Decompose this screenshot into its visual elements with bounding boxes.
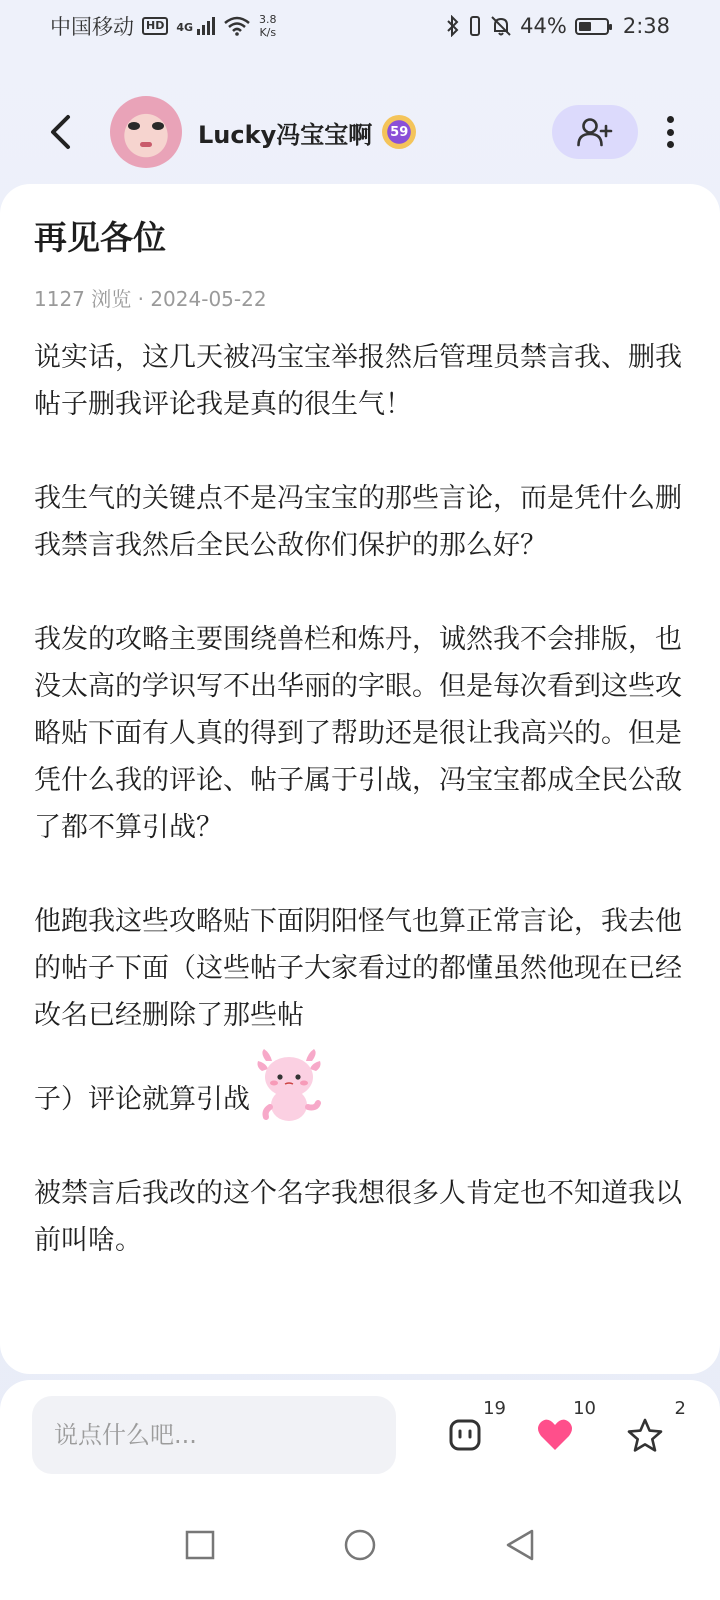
hd-icon: HD xyxy=(142,17,168,35)
net-speed-value: 3.8 xyxy=(259,13,277,26)
clock: 2:38 xyxy=(622,14,670,38)
post-paragraph-2: 我生气的关键点不是冯宝宝的那些言论，而是凭什么删我禁言我然后全民公敌你们保护的那么好？ xyxy=(34,483,682,561)
back-button[interactable] xyxy=(40,112,80,152)
bluetooth-icon xyxy=(446,15,460,37)
mute-bell-icon xyxy=(490,15,512,37)
triangle-back-icon xyxy=(505,1528,535,1562)
post-paragraph-6: 被禁言后我改的这个名字我想很多人肯定也不知道我以前叫啥。 xyxy=(34,1178,682,1256)
post-header xyxy=(0,88,720,176)
signal-icon xyxy=(197,17,215,35)
post-paragraph-1: 说实话，这几天被冯宝宝举报然后管理员禁言我、删我帖子删我评论我是真的很生气！ xyxy=(34,342,682,420)
wifi-icon xyxy=(223,16,251,36)
status-left xyxy=(50,11,277,41)
battery-percent: 44% xyxy=(520,14,567,38)
comment-input[interactable] xyxy=(32,1396,396,1474)
battery-icon xyxy=(575,18,609,35)
square-icon xyxy=(185,1530,215,1560)
vibrate-icon xyxy=(468,15,482,37)
comment-icon xyxy=(448,1418,482,1452)
action-bar xyxy=(0,1380,720,1490)
post-body xyxy=(34,334,686,1264)
more-options-icon[interactable] xyxy=(660,112,680,152)
author-name[interactable]: Lucky冯宝宝啊 xyxy=(198,120,373,149)
back-nav-button[interactable] xyxy=(500,1525,540,1565)
carrier-label: 中国移动 xyxy=(50,15,134,39)
favorite-count: 2 xyxy=(674,1398,686,1419)
favorite-button[interactable] xyxy=(622,1398,686,1458)
system-nav-bar xyxy=(0,1490,720,1600)
post-title: 再见各位 xyxy=(34,218,166,257)
net-speed xyxy=(259,13,277,39)
comment-count: 19 xyxy=(483,1398,506,1419)
post-paragraph-3: 我发的攻略主要围绕兽栏和炼丹，诚然我不会排版，也没太高的学识写不出华丽的字眼。但是每次看到这些攻略贴下面有人真的得到了帮助还是很让我高兴的。但是凭什么我的评论、帖子属于引战，冯宝宝都成全民公敌了都不算引战？ xyxy=(34,624,682,843)
axolotl-sticker-icon xyxy=(256,1047,322,1123)
post-card xyxy=(0,184,720,1374)
post-paragraph-5: 子）评论就算引战 xyxy=(34,1084,250,1115)
status-right xyxy=(446,14,670,38)
status-bar xyxy=(0,0,720,52)
level-badge: 59 xyxy=(382,115,416,149)
heart-icon xyxy=(536,1418,574,1452)
like-button[interactable] xyxy=(532,1398,596,1458)
avatar[interactable] xyxy=(110,96,182,168)
add-user-icon xyxy=(577,117,613,147)
chevron-left-icon xyxy=(48,114,72,150)
home-button[interactable] xyxy=(340,1525,380,1565)
follow-button[interactable] xyxy=(552,105,638,159)
circle-icon xyxy=(343,1528,377,1562)
recent-apps-button[interactable] xyxy=(180,1525,220,1565)
post-paragraph-4: 他跑我这些攻略贴下面阴阳怪气也算正常言论，我去他的帖子下面（这些帖子大家看过的都懂虽然他现在已经改名已经删除了那些帖 xyxy=(34,906,682,1031)
star-icon xyxy=(627,1418,663,1452)
comment-button[interactable] xyxy=(442,1398,506,1458)
sticker-line xyxy=(34,1047,686,1123)
like-count: 10 xyxy=(573,1398,596,1419)
post-meta: 1127 浏览 · 2024-05-22 xyxy=(34,287,267,311)
network-type-label: 4G xyxy=(176,21,194,34)
net-speed-unit: K/s xyxy=(259,26,277,39)
